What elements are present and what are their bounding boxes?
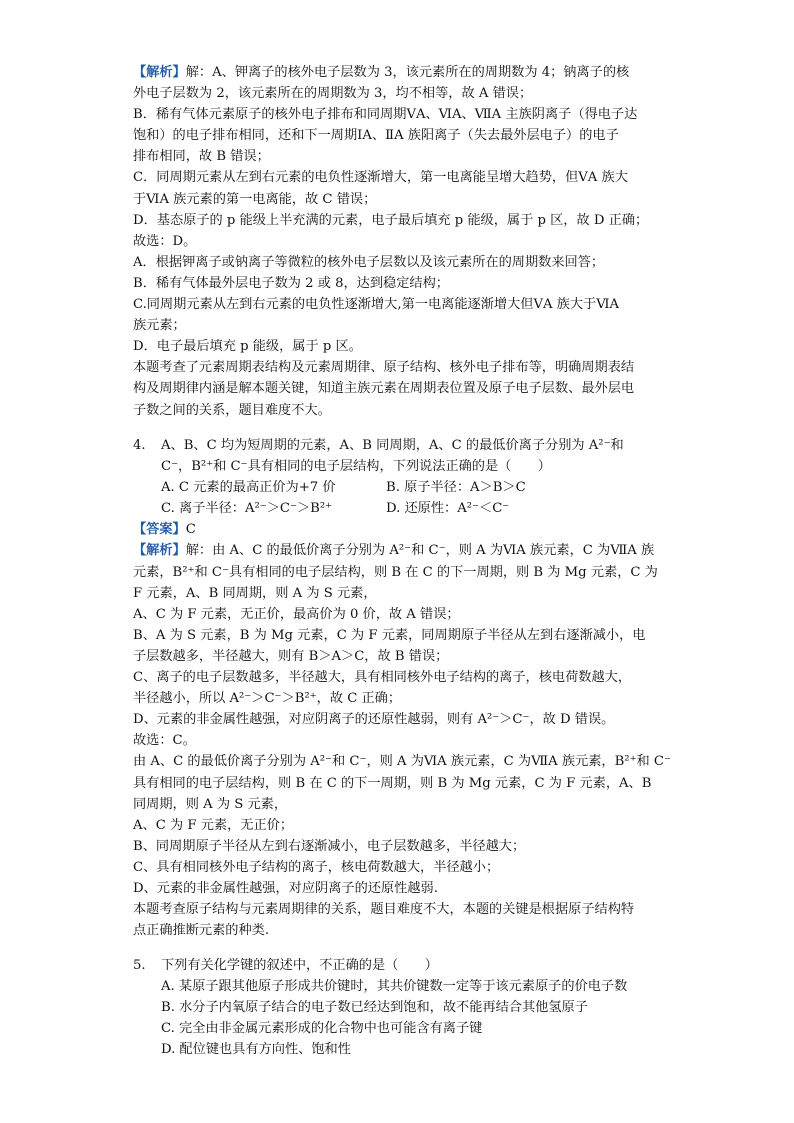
- analysis-line: A．根据钾离子或钠离子等微粒的核外电子层数以及该元素所在的周期数来回答；: [133, 254, 605, 270]
- options-row: [133, 498, 663, 519]
- option-a[interactable]: A. 某原子跟其他原子形成共价键时，其共价键数一定等于该元素原子的价电子数: [161, 979, 628, 995]
- analysis-line: B．稀有气体元素原子的核外电子排布和同周期ⅤA、ⅥA、ⅦA 主族阴离子（得电子达: [133, 107, 638, 123]
- answer-line: [133, 519, 663, 540]
- analysis-line: C、具有相同核外电子结构的离子，核电荷数越大，半径越小；: [133, 859, 500, 875]
- analysis-line: 【解析】解：由 A、C 的最低价离子分别为 A²⁻和 C⁻，则 A 为ⅥA 族元素，C 为ⅦA 族: [133, 543, 655, 559]
- analysis-line: 外电子层数为 2，该元素所在的周期数为 3，均不相等，故 A 错误；: [133, 86, 533, 102]
- question-5: [133, 955, 663, 1060]
- question-number: 5.: [133, 958, 146, 973]
- options-row: [133, 477, 663, 498]
- analysis-line: B．稀有气体最外层电子数为 2 或 8，达到稳定结构；: [133, 275, 449, 291]
- analysis-line: 由 A、C 的最低价离子分别为 A²⁻和 C⁻，则 A 为ⅥA 族元素，C 为ⅦA 族元素，B²⁺和 C⁻: [133, 754, 671, 770]
- option-c[interactable]: C. 离子半径：A²⁻＞C⁻＞B²⁺: [161, 501, 333, 517]
- analysis-line: A、C 为 F 元素，无正价，最高价为 0 价，故 A 错误；: [133, 606, 460, 622]
- analysis-line: B、A 为 S 元素，B 为 Mg 元素，C 为 F 元素，同周期原子半径从左到右逐渐减小，电: [133, 627, 646, 643]
- option-c[interactable]: C. 完全由非金属元素形成的化合物中也可能含有离子键: [161, 1021, 483, 1037]
- analysis-line: 同周期，则 A 为 S 元素，: [133, 796, 288, 812]
- question-stem: C⁻，B²⁺和 C⁻具有相同的电子层结构，下列说法正确的是（ ）: [161, 459, 551, 475]
- analysis-line: C、离子的电子层数越多，半径越大，具有相同核外电子结构的离子，核电荷数越大，: [133, 670, 632, 686]
- option-a[interactable]: A. C 元素的最高正价为+7 价: [161, 480, 336, 496]
- analysis-line: D．电子最后填充 p 能级，属于 p 区。: [133, 339, 362, 355]
- analysis-line: 子层数越多，半径越大，则有 B＞A＞C，故 B 错误；: [133, 648, 449, 664]
- analysis-line: 半径越小，所以 A²⁻＞C⁻＞B²⁺，故 C 正确；: [133, 691, 402, 707]
- analysis-line: C．同周期元素从左到右元素的电负性逐渐增大，第一电离能呈增大趋势，但ⅤA 族大: [133, 170, 628, 186]
- analysis-line: C.同周期元素从左到右元素的电负性逐渐增大,第一电离能逐渐增大但ⅤA 族大于ⅥA: [133, 297, 620, 313]
- answer-tag: 【答案】: [133, 522, 186, 538]
- analysis-line: 排布相同，故 B 错误；: [133, 149, 270, 165]
- option-d[interactable]: D. 还原性：A²⁻＜C⁻: [386, 501, 510, 517]
- analysis-line: 本题考查原子结构与元素周期律的关系，题目难度不大，本题的关键是根据原子结构特: [133, 902, 635, 918]
- analysis-line: 具有相同的电子层结构，则 B 在 C 的下一周期，则 B 为 Mg 元素，C 为 F 元素，A、B: [133, 775, 652, 791]
- analysis-line: 构及周期律内涵是解本题关键，知道主族元素在周期表位置及原子电子层数、最外层电: [133, 381, 635, 397]
- analysis-line: D、元素的非金属性越强，对应阴离子的还原性越弱，则有 A²⁻＞C⁻，故 D 错误。: [133, 712, 615, 728]
- option-b[interactable]: B. 水分子内氧原子结合的电子数已经达到饱和，故不能再结合其他氢原子: [161, 1000, 588, 1016]
- analysis-line: 族元素；: [133, 318, 186, 334]
- question-number: 4.: [133, 438, 146, 453]
- analysis-line: 故选：D。: [133, 233, 197, 249]
- analysis-line: D．基态原子的 p 能级上半充满的元素，电子最后填充 p 能级，属于 p 区，故 D 正确；: [133, 212, 649, 228]
- analysis-line: F 元素，A、B 同周期，则 A 为 S 元素，: [133, 585, 377, 601]
- analysis-tag: 【解析】: [133, 543, 186, 559]
- analysis-line: 子数之间的关系，题目难度不大。: [133, 402, 331, 418]
- analysis-line: 故选：C。: [133, 733, 196, 749]
- question-4: [133, 435, 671, 941]
- analysis-line: B、同周期原子半径从左到右逐渐减小，电子层数越多，半径越大；: [133, 838, 526, 854]
- analysis-line: 元素，B²⁺和 C⁻具有相同的电子层结构，则 B 在 C 的下一周期，则 B 为 Mg 元素，C 为: [133, 564, 658, 580]
- analysis-line: 于ⅥA 族元素的第一电离能，故 C 错误；: [133, 191, 377, 207]
- question-stem: 下列有关化学键的叙述中，不正确的是（ ）: [161, 958, 438, 973]
- analysis-line: A、C 为 F 元素，无正价；: [133, 817, 294, 833]
- analysis-tag: 【解析】: [133, 65, 186, 80]
- analysis-line: 【解析】解：A、钾离子的核外电子层数为 3，该元素所在的周期数为 4；钠离子的核: [133, 65, 630, 80]
- analysis-line: D、元素的非金属性越强，对应阴离子的还原性越弱.: [133, 880, 438, 896]
- analysis-line: 点正确推断元素的种类.: [133, 923, 270, 939]
- question-stem: A、B、C 均为短周期的元素，A、B 同周期，A、C 的最低价离子分别为 A²⁻和: [161, 438, 624, 453]
- analysis-line: 饱和）的电子排布相同，还和下一周期ⅠA、ⅡA 族阳离子（失去最外层电子）的电子: [133, 128, 619, 144]
- option-d[interactable]: D. 配位键也具有方向性、饱和性: [161, 1042, 351, 1058]
- analysis-line: 本题考查了元素周期表结构及元素周期律、原子结构、核外电子排布等，明确周期表结: [133, 360, 635, 376]
- answer-value: C: [185, 522, 196, 538]
- q3-analysis: [133, 62, 663, 421]
- option-b[interactable]: B. 原子半径：A＞B＞C: [386, 480, 526, 496]
